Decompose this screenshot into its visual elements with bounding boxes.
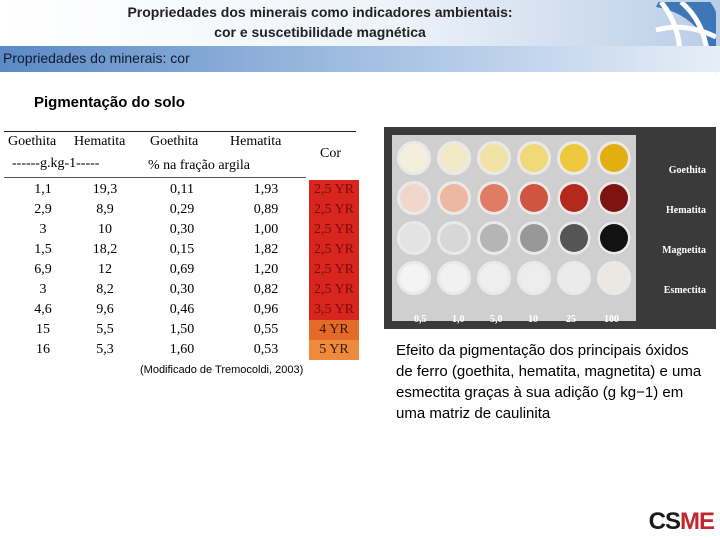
title-bar [0,0,720,46]
table-row [4,340,356,361]
table-cell: 1,5 [34,242,52,257]
sample-disc [477,141,511,175]
photo-label: Hematita [666,205,706,216]
table-cell: 8,2 [96,282,114,297]
table-cell: 16 [36,342,50,357]
sample-disc [437,261,471,295]
sample-disc [477,181,511,215]
table-row [4,180,356,201]
data-table [4,131,356,360]
sample-disc [397,221,431,255]
cor-cell: 2,5 YR [309,220,359,240]
sample-disc [597,261,631,295]
table-cell: 5,3 [96,342,114,357]
table-cell: 2,9 [34,202,52,217]
figure-caption: Efeito da pigmentação dos principais óxidos de ferro (goethita, hematita, magnetita) e uma esmectita graças à sua adição (g kg−1) em uma matriz de caulinita [396,342,702,422]
pigment-photo [384,127,716,329]
table-cell: 1,82 [253,242,279,257]
sample-disc [597,181,631,215]
table-row [4,280,356,301]
table-row [4,260,356,281]
photo-label: Magnetita [662,245,706,256]
unit-left: ------g.kg-1----- [12,156,100,171]
credit-text: (Modificado de Tremocoldi, 2003) [140,364,304,376]
sample-disc [517,221,551,255]
cor-cell: 2,5 YR [309,180,359,200]
photo-label: Esmectita [663,285,706,296]
sample-disc [557,181,591,215]
header-hematita-1: Hematita [74,134,126,149]
table-cell: 15 [36,322,50,337]
table-cell: 10 [98,222,112,237]
table-row [4,300,356,321]
cor-cell: 5 YR [309,340,359,360]
table-cell: 0,96 [253,302,279,317]
cor-cell: 2,5 YR [309,240,359,260]
table-cell: 1,60 [169,342,195,357]
table-cell: 9,6 [96,302,114,317]
header-goethita-2: Goethita [150,134,199,149]
sample-disc [597,221,631,255]
dose-label: 5,0 [490,314,503,325]
table-cell: 0,11 [170,182,194,197]
sample-disc [477,261,511,295]
sample-disc [597,141,631,175]
photo-label: Goethita [668,165,706,176]
cor-cell: 4 YR [309,320,359,340]
sample-disc [397,141,431,175]
table-cell: 18,2 [92,242,118,257]
cor-cell: 2,5 YR [309,260,359,280]
csme-logo: CSME [648,508,714,535]
section-heading: Pigmentação do solo [34,94,185,111]
table-cell: 4,6 [34,302,52,317]
sample-disc [437,141,471,175]
header-hematita-2: Hematita [230,134,282,149]
sample-disc [437,181,471,215]
table-cell: 12 [98,262,112,277]
table-row [4,320,356,341]
sample-disc [477,221,511,255]
table-cell: 0,46 [169,302,195,317]
dose-label: 100 [604,314,619,325]
cor-cell: 2,5 YR [309,200,359,220]
table-cell: 3 [39,222,47,237]
subtitle-band [0,46,720,72]
table-row [4,220,356,241]
table-cell: 3 [39,282,47,297]
table-row [4,200,356,221]
table-cell: 19,3 [92,182,118,197]
sample-disc [517,261,551,295]
sample-disc [397,181,431,215]
table-cell: 0,15 [169,242,195,257]
cor-cell: 2,5 YR [309,280,359,300]
table-cell: 1,1 [34,182,52,197]
cor-cell: 3,5 YR [309,300,359,320]
header-cor: Cor [320,146,341,161]
sample-disc [397,261,431,295]
table-cell: 0,82 [253,282,279,297]
table-cell: 8,9 [96,202,114,217]
sample-disc [437,221,471,255]
page-title: Propriedades dos minerais como indicadores ambientais: cor e suscetibilidade magnética [127,4,513,40]
dose-label: 25 [566,314,576,325]
dose-label: 1,0 [452,314,465,325]
table-cell: 0,55 [253,322,279,337]
sample-disc [557,261,591,295]
table-cell: 1,93 [253,182,279,197]
table-cell: 0,29 [169,202,195,217]
table-cell: 6,9 [34,262,52,277]
table-divider [4,177,306,178]
table-cell: 1,20 [253,262,279,277]
sample-panel [392,135,636,321]
table-cell: 0,89 [253,202,279,217]
sample-disc [517,181,551,215]
table-cell: 1,00 [253,222,279,237]
table-row [4,240,356,261]
subtitle: Propriedades do minerais: cor [3,50,190,66]
dose-label: 0,5 [414,314,427,325]
table-cell: 0,53 [253,342,279,357]
table-cell: 0,30 [169,282,195,297]
table-cell: 0,69 [169,262,195,277]
table-cell: 5,5 [96,322,114,337]
sample-disc [557,221,591,255]
table-cell: 1,50 [169,322,195,337]
sample-disc [557,141,591,175]
sample-disc [517,141,551,175]
dose-label: 10 [528,314,538,325]
unit-right: % na fração argila [148,158,250,173]
header-goethita-1: Goethita [8,134,57,149]
table-cell: 0,30 [169,222,195,237]
